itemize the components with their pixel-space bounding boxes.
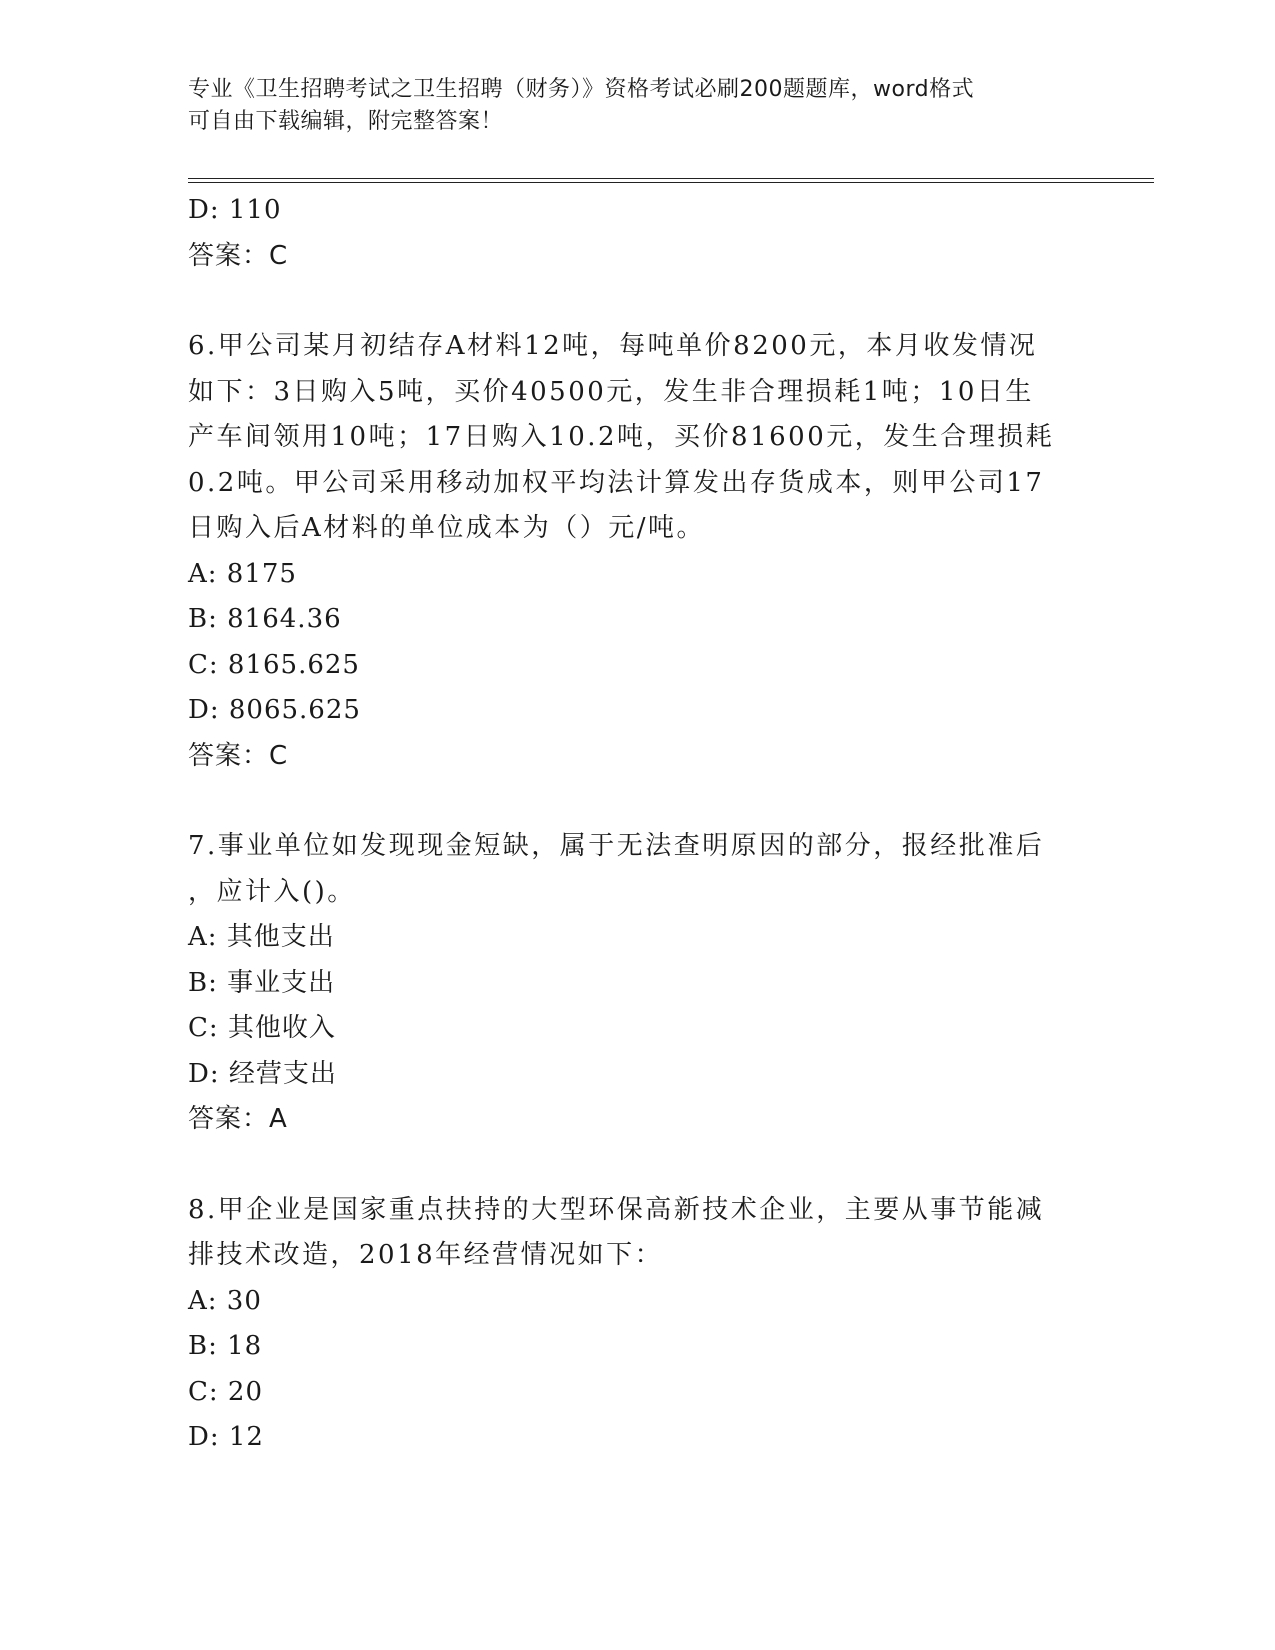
question-line: 0.2吨。甲公司采用移动加权平均法计算发出存货成本，则甲公司17 [188,467,1045,498]
question-6 [188,324,1068,779]
answer-line: 答案：C [188,240,289,271]
previous-question-tail [188,188,1068,279]
answer-line: 答案：C [188,740,289,771]
question-line: 8.甲企业是国家重点扶持的大型环保高新技术企业，主要从事节能减 [188,1194,1045,1225]
option-a: A: 30 [188,1285,262,1316]
option-d: D: 8065.625 [188,695,361,725]
question-line: 日购入后A材料的单位成本为（）元/吨。 [188,513,706,543]
header-line-2: 可自由下载编辑，附完整答案！ [188,109,504,134]
option-c: C: 其他收入 [188,1013,336,1043]
option-d: D: 12 [188,1422,264,1452]
option-a: A: 8175 [188,558,297,589]
option-c: C: 20 [188,1376,264,1407]
question-8 [188,1188,1068,1461]
question-line: ，应计入()。 [188,876,356,907]
spacer [188,279,1068,324]
option-d: D: 110 [188,195,282,225]
option-d: D: 经营支出 [188,1058,337,1089]
question-text [188,1188,1068,1279]
header-divider [188,178,1154,183]
page-header [188,74,1068,138]
question-text [188,324,1068,552]
spacer [188,779,1068,824]
question-line: 产车间领用10吨；17日购入10.2吨，买价81600元，发生合理损耗 [188,422,1055,452]
question-line: 排技术改造，2018年经营情况如下： [188,1240,664,1270]
question-text [188,824,1068,915]
option-b: B: 8164.36 [188,604,342,634]
option-a: A: 其他支出 [188,922,335,952]
option-b: B: 事业支出 [188,967,336,998]
question-line: 7.事业单位如发现现金短缺，属于无法查明原因的部分，报经批准后 [188,831,1045,861]
question-7 [188,824,1068,1143]
header-line-1: 专业《卫生招聘考试之卫生招聘（财务）》资格考试必刷200题题库，word格式 [188,77,975,102]
question-line: 6.甲公司某月初结存A材料12吨，每吨单价8200元，本月收发情况 [188,331,1038,361]
document-body [188,188,1068,1461]
question-line: 如下：3日购入5吨，买价40500元，发生非合理损耗1吨；10日生 [188,376,1034,407]
option-c: C: 8165.625 [188,649,360,680]
answer-line: 答案：A [188,1104,288,1134]
option-b: B: 18 [188,1331,263,1361]
spacer [188,1143,1068,1188]
